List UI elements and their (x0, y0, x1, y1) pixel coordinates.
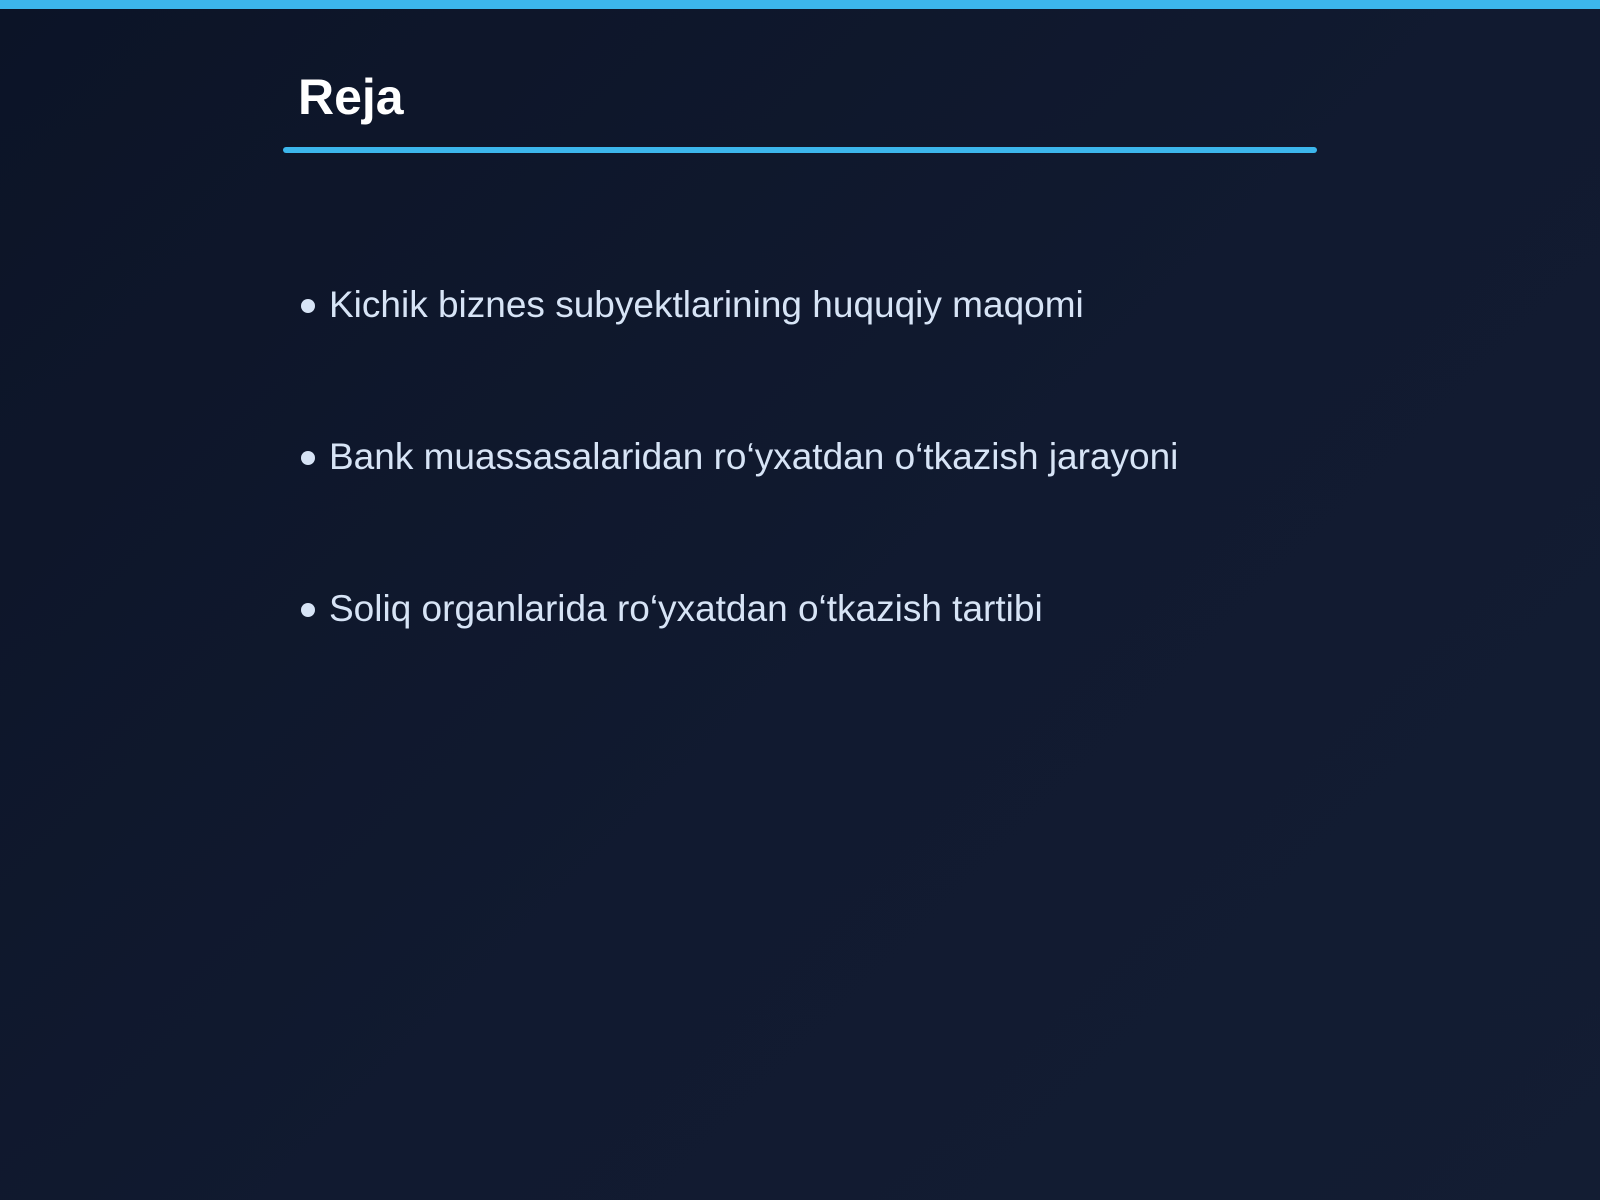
bullet-dot-icon (301, 603, 315, 617)
bullet-text: Kichik biznes subyektlarining huquqiy maqomi (329, 284, 1084, 325)
slide-title: Reja (298, 69, 404, 125)
bullet-text: Bank muassasalaridan ro‘yxatdan o‘tkazish jarayoni (329, 436, 1179, 477)
bullet-dot-icon (301, 299, 315, 313)
bullet-dot-icon (301, 451, 315, 465)
title-underline (283, 147, 1317, 153)
bullet-text: Soliq organlarida ro‘yxatdan o‘tkazish tartibi (329, 588, 1043, 629)
top-accent-bar (0, 0, 1600, 9)
